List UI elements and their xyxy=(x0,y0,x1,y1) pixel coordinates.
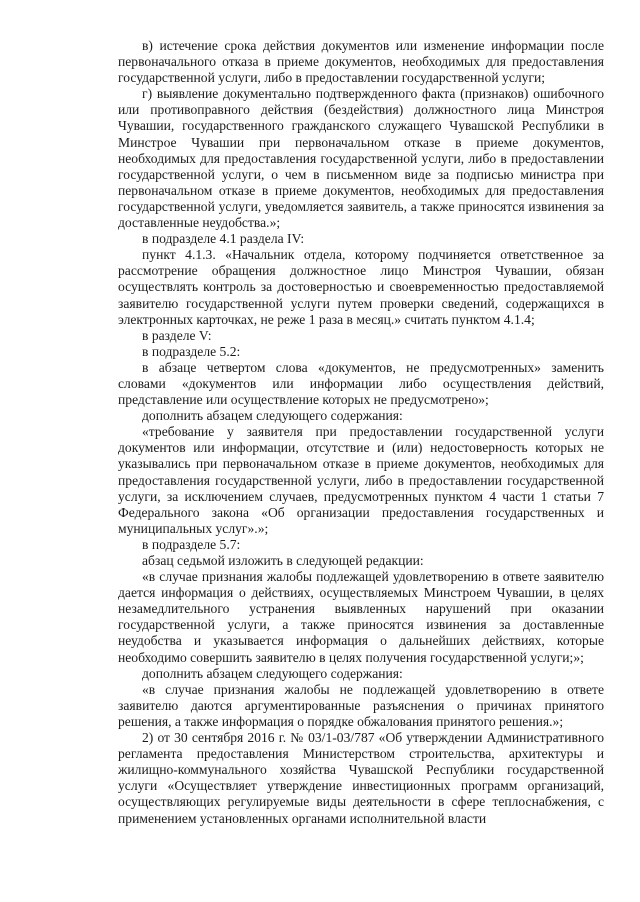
paragraph-add-abzac-5-7: дополнить абзацем следующего содержания: xyxy=(142,665,403,681)
paragraph-clause-4-1-3: пункт 4.1.3. «Начальник отдела, которому подчиняется ответственное за рассмотрение обращения должностное лицо Минстроя Чувашии, обязан осуществлять контроль за достоверностью и своевременностью предоставляемой заявителю государственной услуги путем проверки сведений, содержащихся в электронных карточках, не реже 1 раза в месяц.» считать пунктом 4.1.4; xyxy=(118,247,604,327)
paragraph-subsection-5-7: в подразделе 5.7: xyxy=(142,536,241,552)
paragraph-complaint-satisfied: «в случае признания жалобы подлежащей удовлетворению в ответе заявителю дается информация о действиях, осуществляемых Минстроем Чувашии, в целях незамедлительного устранения выявленных нарушений при оказании государственной услуги, а также приносятся извинения за доставленные неудобства и указывается информация о дальнейших действиях, которые необходимо совершить заявителю в целях получения государственной услуги;»; xyxy=(118,569,604,665)
paragraph-requirement-text: «требование у заявителя при предоставлении государственной услуги документов или информации, отсутствие и (или) недостоверность которых не указывались при первоначальном отказе в приеме документов, необходимых для предоставления государственной услуги, либо в предоставлении государственной услуги, за исключением случаев, предусмотренных пунктом 4 части 1 статьи 7 Федерального закона «Об организации предоставления государственных и муниципальных услуг».»; xyxy=(118,424,604,536)
paragraph-complaint-rejected: «в случае признания жалобы не подлежащей удовлетворению в ответе заявителю даются аргументированные разъяснения о причинах принятого решения, а также информация о порядке обжалования принятого решения.»; xyxy=(118,681,604,729)
paragraph-section-v: в разделе V: xyxy=(142,327,212,343)
document-body xyxy=(118,38,604,827)
paragraph-fourth-abzac-replace: в абзаце четвертом слова «документов, не предусмотренных» заменить словами «документов или информации либо осуществления действий, представление или осуществление которых не предусмотрено»; xyxy=(118,359,604,408)
paragraph-subsection-4-1: в подразделе 4.1 раздела IV: xyxy=(142,231,305,247)
paragraph-expiry-of-documents: в) истечение срока действия документов или изменение информации после первоначального отказа в приеме документов, необходимых для предоставления государственной услуги, либо в предоставлении государственной услуги; xyxy=(118,38,604,86)
paragraph-add-abzac-5-2: дополнить абзацем следующего содержания: xyxy=(142,408,403,424)
paragraph-official-error: г) выявление документально подтвержденного факта (признаков) ошибочного или противоправного действия (бездействия) должностного лица Минстроя Чувашии, государственного гражданского служащего Чувашской Республики в Минстрое Чувашии при первоначальном отказе в приеме документов, необходимых для предоставления государственной услуги, либо в предоставлении государственной услуги, о чем в письменном виде за подписью министра при первоначальном отказе в приеме документов, необходимых для предоставления государственной услуги, уведомляется заявитель, а также приносятся извинения за доставленные неудобства.»; xyxy=(118,86,604,231)
paragraph-subsection-5-2: в подразделе 5.2: xyxy=(142,343,241,359)
paragraph-order-2016: 2) от 30 сентября 2016 г. № 03/1-03/787 «Об утверждении Административного регламента предоставления Министерством строительства, архитектуры и жилищно-коммунального хозяйства Чувашской Республики государственной услуги «Осуществляет утверждение инвестиционных программ организаций, осуществляющих регулируемые виды деятельности в сфере теплоснабжения, с применением установленных органами исполнительной власти xyxy=(118,730,604,826)
paragraph-seventh-abzac: абзац седьмой изложить в следующей редакции: xyxy=(142,553,424,568)
